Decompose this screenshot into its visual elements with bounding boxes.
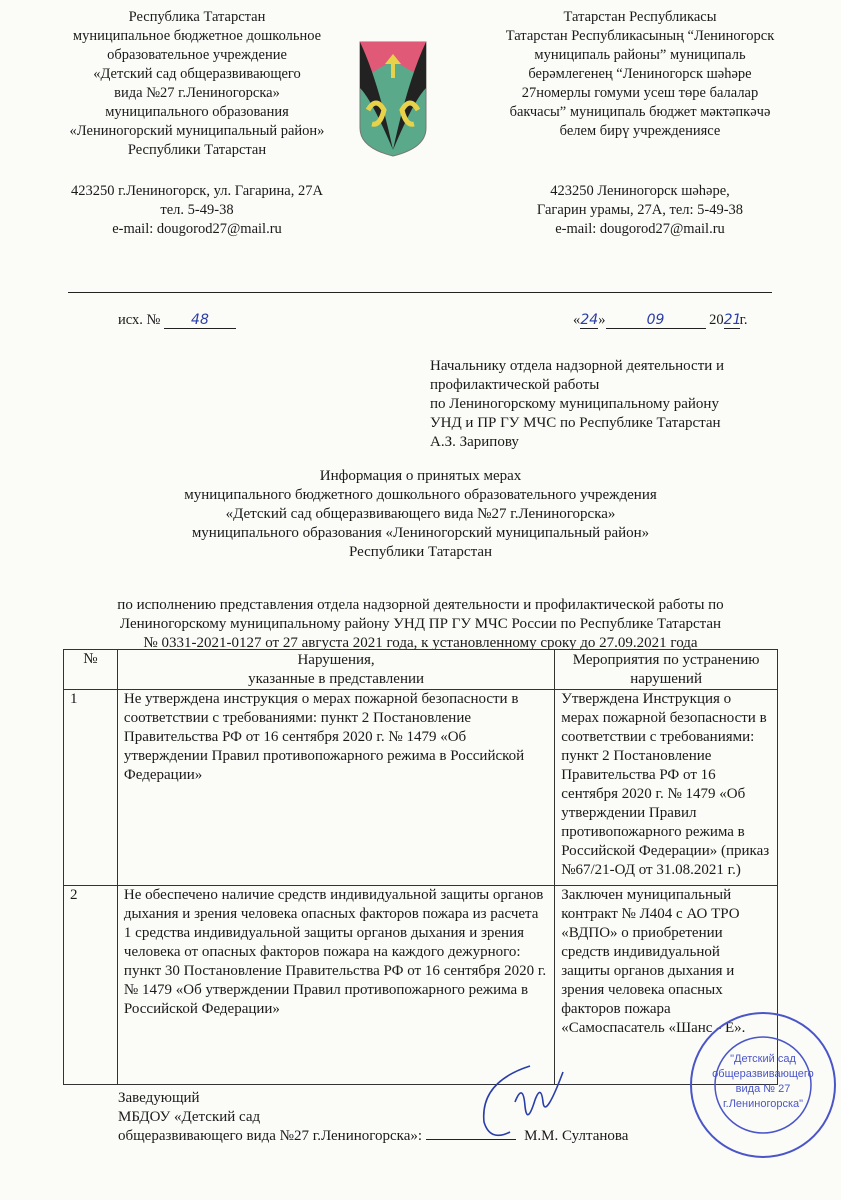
title-line: «Детский сад общеразвивающего вида №27 г.Лениногорска»	[225, 506, 616, 522]
address-line: 423250 г.Лениногорск, ул. Гагарина, 27А	[71, 183, 323, 199]
column-header-number: №	[64, 650, 118, 690]
stamp-line: г.Лениногорска"	[722, 1098, 804, 1110]
addressee-line: по Лениногорскому муниципальному району	[430, 396, 719, 412]
addressee	[430, 357, 724, 452]
header-line: муниципаль районы” муниципаль	[534, 47, 746, 63]
header-line: муниципального образования	[105, 104, 289, 120]
intro-line: Лениногорскому муниципальному району УНД ПР ГУ МЧС России по Республике Татарстан	[119, 616, 722, 632]
header-line: белем бирү учреждениясе	[559, 123, 721, 139]
header-line: Татарстан Республикасының “Лениногорск	[505, 28, 775, 44]
stamp-line: общеразвивающего	[712, 1068, 814, 1080]
measure-cell: Утверждена Инструкция о мерах пожарной безопасности в соответствии с требованиями: пункт 2 Постановление Правительства РФ от 16 сентября 2020 г. № 1479 «Об утверждении Правил противопожарного режима в Российской Федерации» (приказ №67/21-ОД от 31.08.2021 г.)	[555, 690, 778, 886]
email: e-mail: dougorod27@mail.ru	[555, 221, 725, 237]
signer-organization: общеразвивающего вида №27 г.Лениногорска»:	[118, 1128, 423, 1144]
header-line: Республика Татарстан	[128, 9, 266, 25]
address-line: Гагарин урамы, 27А, тел: 5-49-38	[536, 202, 744, 218]
address-left	[22, 182, 372, 239]
column-header-measure: Мероприятия по устранению нарушений	[555, 650, 778, 690]
header-line: «Детский сад общеразвивающего	[93, 66, 301, 82]
email: e-mail: dougorod27@mail.ru	[112, 221, 282, 237]
coat-of-arms-emblem	[358, 40, 428, 158]
title-line: муниципального бюджетного дошкольного образовательного учреждения	[184, 487, 657, 503]
addressee-line: Начальнику отдела надзорной деятельности и	[430, 358, 725, 374]
quote: »	[598, 312, 606, 328]
phone: тел. 5-49-38	[160, 202, 234, 218]
header-line: муниципальное бюджетное дошкольное	[72, 28, 322, 44]
document-title	[0, 467, 841, 562]
violation-cell: Не утверждена инструкция о мерах пожарной безопасности в соответствии с требованиями: пункт 2 Постановление Правительства РФ от 16 сентября 2020 г. № 1479 «Об утверждении Правил противопожарного режима в Российской Федерации»	[117, 690, 554, 886]
date-day: 24	[580, 312, 599, 328]
intro-line: по исполнению представления отдела надзорной деятельности и профилактической работы по	[117, 597, 724, 613]
organization-stamp	[688, 1010, 838, 1160]
stamp-line: "Детский сад	[730, 1053, 796, 1065]
addressee-line: УНД и ПР ГУ МЧС по Республике Татарстан	[430, 415, 721, 431]
title-line: муниципального образования «Лениногорский муниципальный район»	[191, 525, 650, 541]
header-line: «Лениногорский муниципальный район»	[69, 123, 325, 139]
stamp-line: вида № 27	[735, 1083, 791, 1095]
intro-paragraph	[40, 596, 801, 653]
date-year-suffix: 21	[723, 312, 742, 328]
violations-table	[63, 649, 778, 1085]
header-divider	[68, 292, 772, 293]
row-number: 1	[64, 690, 118, 886]
outgoing-number	[118, 312, 236, 329]
title-line: Республики Татарстан	[348, 544, 493, 560]
outgoing-label: исх. №	[118, 312, 161, 328]
violation-cell: Не обеспечено наличие средств индивидуальной защиты органов дыхания и зрения человека опасных факторов пожара из расчета 1 средства индивидуальной защиты органов дыхания и зрения человека от опасных факторов пожара на каждого дежурного: пункт 30 Постановление Правительства РФ от 16 сентября 2020 г. № 1479 «Об утверждении Правил противопожарного режима в Российской Федерации»	[117, 886, 554, 1085]
addressee-line: профилактической работы	[430, 377, 600, 393]
address-line: 423250 Лениногорск шәһәре,	[550, 183, 730, 199]
outgoing-number-value: 48	[164, 312, 236, 329]
header-line: вида №27 г.Лениногорска»	[114, 85, 280, 101]
header-line: Республики Татарстан	[127, 142, 267, 158]
handwritten-signature	[470, 1062, 580, 1142]
header-line: 27номерлы гомуми усеш төре балалар	[521, 85, 759, 101]
address-right	[460, 182, 820, 239]
header-line: образовательное учреждение	[107, 47, 287, 63]
measure-cell: Заключен муниципальный контракт № Л404 с АО ТРО «ВДПО» о приобретении средств индивидуальной защиты органов дыхания и зрения человека опасных факторов пожара «Самоспасатель «Шанс - Е».	[555, 886, 778, 1085]
date-year-prefix: 20	[709, 312, 724, 328]
signer-organization: МБДОУ «Детский сад	[118, 1109, 261, 1125]
header-line: берәмлегенең “Лениногорск шәһәре	[528, 66, 752, 82]
intro-line: № 0331-2021-0127 от 27 августа 2021 года, к установленному сроку до 27.09.2021 года	[143, 635, 698, 651]
header-left	[22, 8, 372, 160]
row-number: 2	[64, 886, 118, 1085]
year-suffix-label: г.	[739, 312, 748, 328]
column-header-violation: Нарушения, указанные в представлении	[117, 650, 554, 690]
addressee-line: А.З. Зарипову	[430, 434, 519, 450]
table-header-row	[64, 650, 778, 690]
header-line: бакчасы” муниципаль бюджет мәктәпкәчә	[509, 104, 771, 120]
signer-name: М.М. Султанова	[524, 1128, 629, 1144]
table-row	[64, 690, 778, 886]
document-date	[573, 312, 748, 329]
title-line: Информация о принятых мерах	[319, 468, 522, 484]
date-month: 09	[606, 312, 706, 329]
header-line: Татарстан Республикасы	[563, 9, 717, 25]
header-right	[460, 8, 820, 141]
stamp-text	[710, 1052, 816, 1112]
quote: «	[573, 312, 581, 328]
table-row	[64, 886, 778, 1085]
signer-position: Заведующий	[118, 1090, 200, 1106]
